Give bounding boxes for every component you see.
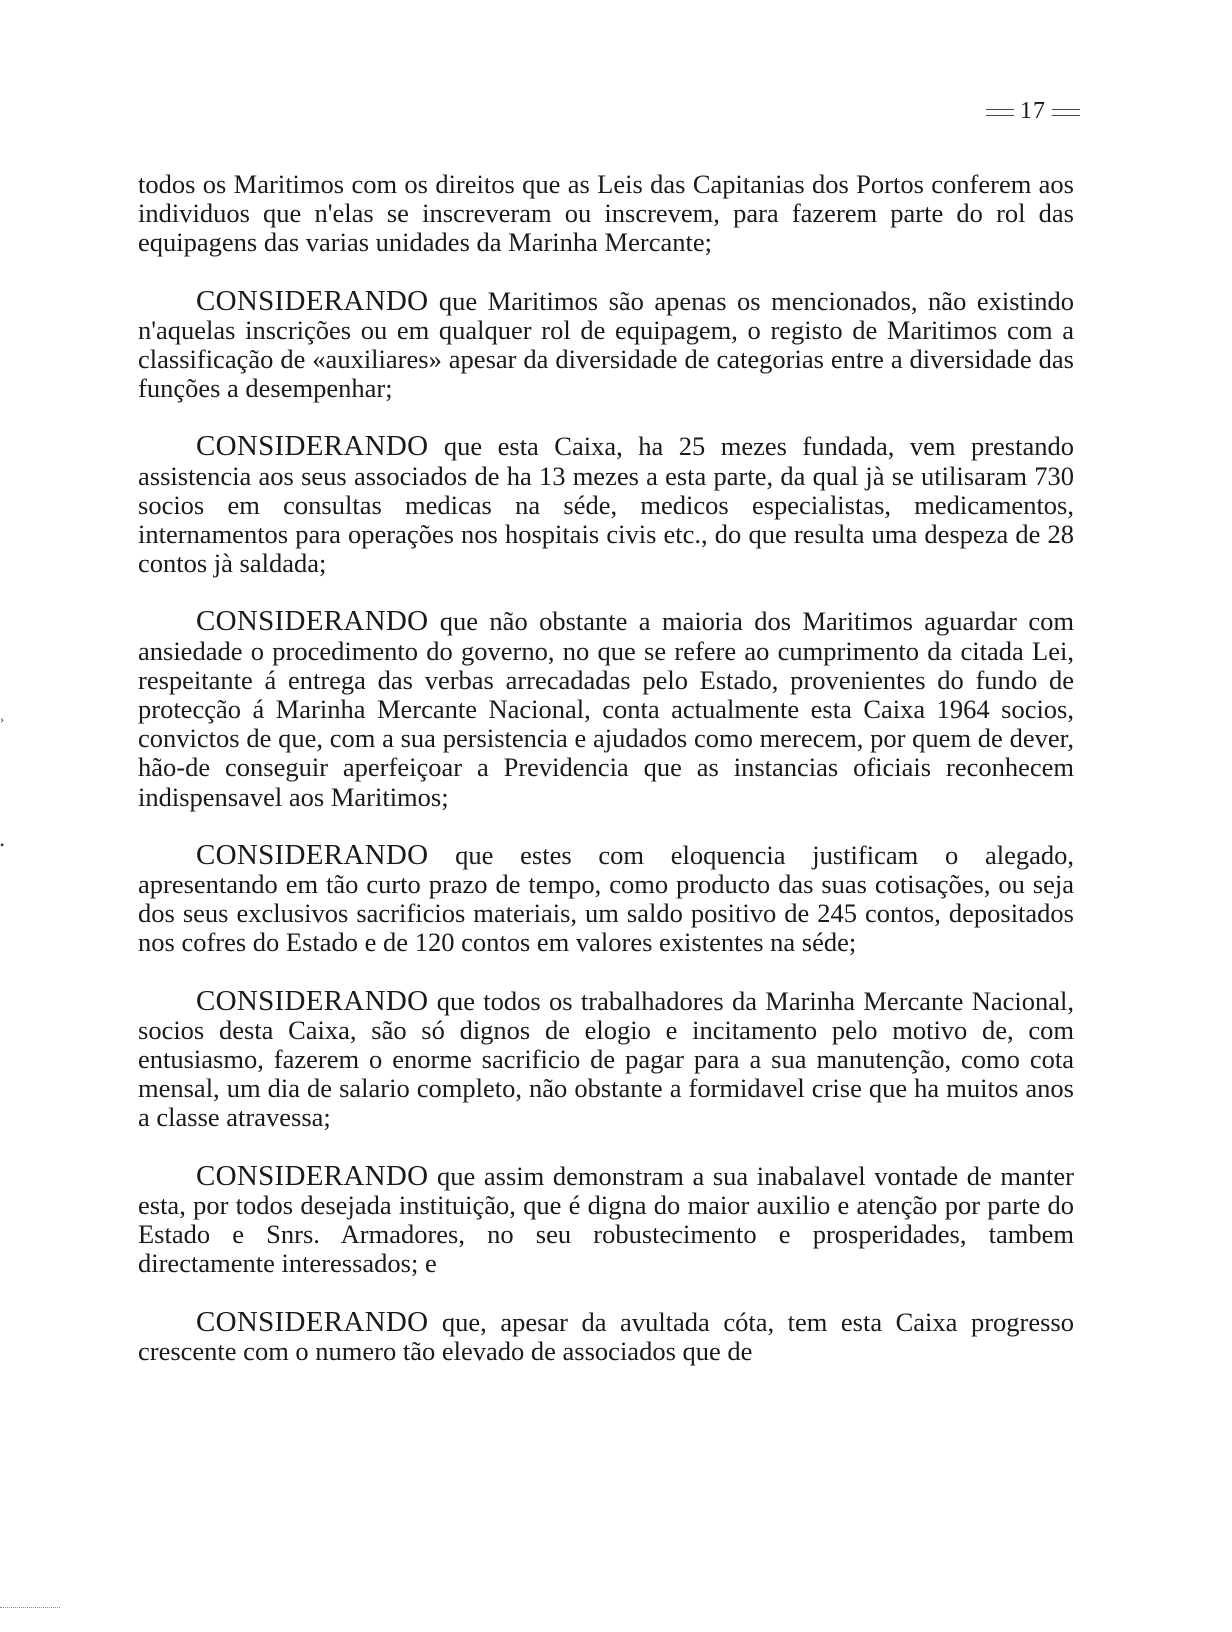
paragraph-keyword: CONSIDERANDO [196, 1305, 429, 1338]
paragraph-keyword: CONSIDERANDO [196, 838, 429, 871]
paragraph-keyword: CONSIDERANDO [196, 605, 429, 638]
paragraph-text: todos os Maritimos com os direitos que as Leis das Capitanias dos Portos conferem aos individuos que n'elas se inscreveram ou inscrevem, para fazerem parte do rol das equipagens das varias unidades da Marinha Mercante; [138, 169, 1074, 258]
paragraph-2 [138, 284, 1074, 404]
page-number [980, 98, 1086, 125]
paragraph-keyword: CONSIDERANDO [196, 1159, 429, 1192]
paragraph-1 [138, 170, 1074, 258]
paragraph-8 [138, 1305, 1074, 1366]
paragraph-keyword: CONSIDERANDO [196, 284, 429, 317]
paragraph-text: que estes com eloquencia justificam o alegado, apresentando em tão curto prazo de tempo, como producto das suas cotisações, ou seja dos seus exclusivos sacrificios materiais, um saldo positivo de 245 contos, depositados nos cofres do Estado e de 120 contos em valores existentes na séde; [138, 839, 1074, 958]
paragraph-6 [138, 984, 1074, 1133]
paragraph-text: que assim demonstram a sua inabalavel vontade de manter esta, por todos desejada instituição, que é digna do maior auxilio e atenção por parte do Estado e Snrs. Armadores, no seu robustecimento e prosperidades, tambem directamente interessados; e [138, 1160, 1074, 1279]
paragraph-5 [138, 838, 1074, 958]
scan-edge-mark [0, 1607, 60, 1612]
page-number-value: 17 [1020, 98, 1046, 124]
paragraph-7 [138, 1159, 1074, 1279]
paragraph-text: que esta Caixa, ha 25 mezes fundada, vem prestando assistencia aos seus associados de ha 13 mezes a esta parte, da qual jà se utilisaram 730 socios em consultas medicas na séde, medicos especialistas, medicamentos, internamentos para operações nos hospitais civis etc., do que resulta uma despeza de 28 contos jà saldada; [138, 431, 1074, 579]
body-text [138, 170, 1074, 1395]
page-number-dash-left [986, 109, 1014, 116]
paragraph-keyword: CONSIDERANDO [196, 430, 429, 463]
margin-speck: • [0, 838, 5, 852]
paragraph-3 [138, 432, 1074, 578]
paragraph-text: que Maritimos são apenas os mencionados, não existindo n'aquelas inscrições ou em qualquer rol de equipagem, o registo de Maritimos com a classificação de «auxiliares» apesar da diversidade de categorias entre a diversidade das funções a desempenhar; [138, 285, 1074, 404]
paragraph-keyword: CONSIDERANDO [196, 984, 429, 1017]
paragraph-text: que, apesar da avultada cóta, tem esta Caixa progresso crescente com o numero tão elevado de associados que de [138, 1306, 1074, 1366]
paragraph-text: que todos os trabalhadores da Marinha Mercante Nacional, socios desta Caixa, são só dignos de elogio e incitamento pelo motivo de, com entusiasmo, fazerem o enorme sacrificio de pagar para a sua manutenção, como cota mensal, um dia de salario completo, não obstante a formidavel crise que ha muitos anos a classe atravessa; [138, 985, 1074, 1133]
paragraph-4 [138, 607, 1074, 811]
page-number-dash-right [1052, 109, 1080, 116]
margin-speck: › [0, 712, 4, 726]
paragraph-text: que não obstante a maioria dos Maritimos aguardar com ansiedade o procedimento do governo, no que se refere ao cumprimento da citada Lei, respeitante á entrega das verbas arrecadadas pelo Estado, provenientes do fundo de protecção á Marinha Mercante Nacional, conta actualmente esta Caixa 1964 socios, convictos de que, com a sua persistencia e ajudados como merecem, por quem de dever, hão-de conseguir aperfeiçoar a Previdencia que as instancias oficiais reconhecem indispensavel aos Maritimos; [138, 606, 1074, 812]
